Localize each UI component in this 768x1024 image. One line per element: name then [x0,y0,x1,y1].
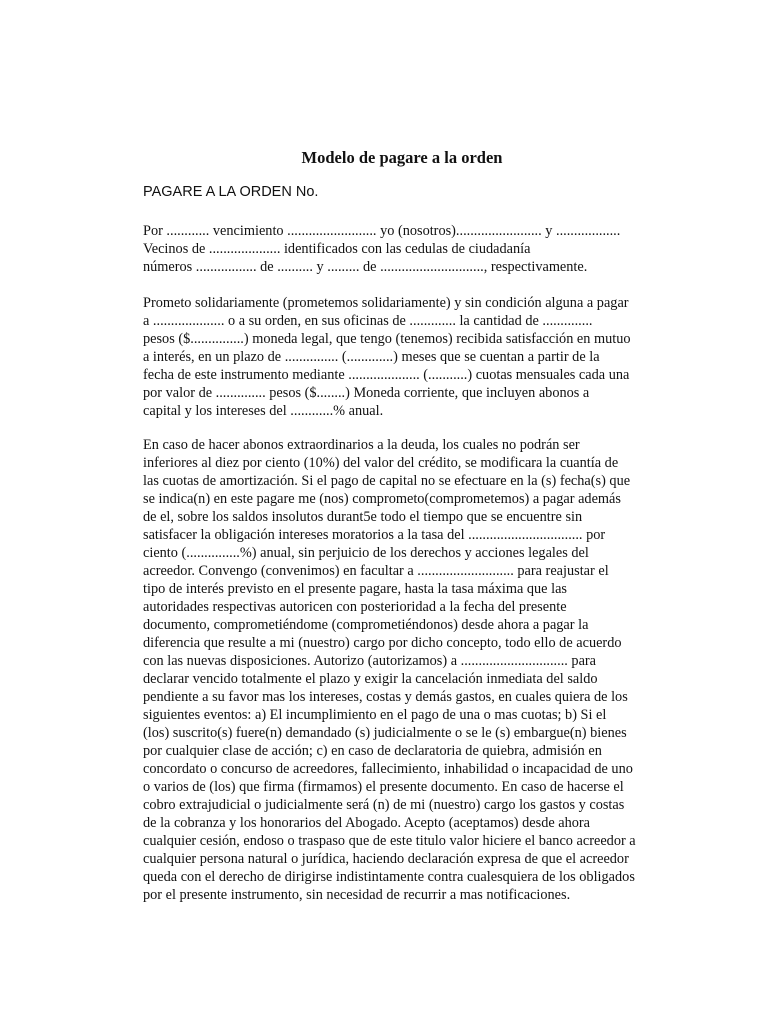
paragraph-line: fecha de este instrumento mediante .................... (...........) cuotas mensuales cada una [143,367,630,383]
paragraph-parties [143,222,620,276]
document-title: Modelo de pagare a la orden [301,148,503,167]
paragraph-line: cobro extrajudicial o judicialmente será (n) de mi (nuestro) cargo los gastos y costas [143,797,625,813]
document-heading: PAGARE A LA ORDEN No. [143,184,319,200]
paragraph-line: Por ............ vencimiento ......................... yo (nosotros)........................ y .................. [143,223,621,239]
paragraph-line: ciento (...............%) anual, sin perjuicio de los derechos y acciones legales del [143,545,589,561]
paragraph-line: queda con el derecho de dirigirse indistintamente contra cualesquiera de los obligados [143,869,635,885]
paragraph-line: cualquier cesión, endoso o traspaso que de este titulo valor hiciere el banco acreedor a [143,833,636,849]
paragraph-line: o varios de (los) que firma (firmamos) el presente documento. En caso de hacerse el [143,779,624,795]
paragraph-line: cualquier persona natural o jurídica, haciendo declaración expresa de que el acreedor [143,851,629,867]
paragraph-line: capital y los intereses del ............% anual. [143,403,384,419]
paragraph-line: Prometo solidariamente (prometemos solidariamente) y sin condición alguna a pagar [143,295,629,311]
paragraph-line: por el presente instrumento, sin necesidad de recurrir a mas notificaciones. [143,887,571,903]
paragraph-line: En caso de hacer abonos extraordinarios a la deuda, los cuales no podrán ser [143,437,580,453]
paragraph-line: con las nuevas disposiciones. Autorizo (autorizamos) a .............................. para [143,653,597,669]
paragraph-line: pesos ($...............) moneda legal, que tengo (tenemos) recibida satisfacción en mutuo [143,331,631,347]
paragraph-line: a .................... o a su orden, en sus oficinas de ............. la cantidad de .............. [143,313,593,329]
paragraph-line: por valor de .............. pesos ($........) Moneda corriente, que incluyen abonos a [143,385,590,401]
paragraph-line: números ................. de .......... y ......... de ............................., respectivamente. [143,259,588,275]
paragraph-line: concordato o concurso de acreedores, fallecimiento, inhabilidad o incapacidad de uno [143,761,633,777]
paragraph-line: a interés, en un plazo de ............... (.............) meses que se cuentan a partir de la [143,349,600,365]
paragraph-line: de la cobranza y los honorarios del Abogado. Acepto (aceptamos) desde ahora [143,815,591,831]
paragraph-line: acreedor. Convengo (convenimos) en facultar a ........................... para reajustar el [143,563,609,579]
paragraph-line: siguientes eventos: a) El incumplimiento en el pago de una o mas cuotas; b) Si el [143,707,607,723]
paragraph-promise [143,294,631,420]
paragraph-line: de el, sobre los saldos insolutos durant5e todo el tiempo que se encuentre sin [143,509,583,525]
paragraph-line: Vecinos de .................... identificados con las cedulas de ciudadanía [143,241,531,257]
paragraph-line: autoridades respectivas autoricen con posterioridad a la fecha del presente [143,599,567,615]
paragraph-line: se indica(n) en este pagare me (nos) comprometo(comprometemos) a pagar además [143,491,621,507]
paragraph-conditions [143,436,636,904]
paragraph-line: tipo de interés previsto en el presente pagare, hasta la tasa máxima que las [143,581,567,597]
paragraph-line: satisfacer la obligación intereses moratorios a la tasa del ................................ por [143,527,606,543]
paragraph-line: inferiores al diez por ciento (10%) del valor del crédito, se modificara la cuantía de [143,455,619,471]
paragraph-line: pendiente a su favor mas los intereses, costas y demás gastos, en cuales quiera de los [143,689,628,705]
paragraph-line: documento, comprometiéndome (comprometiéndonos) desde ahora a pagar la [143,617,589,633]
paragraph-line: por cualquier clase de acción; c) en caso de declaratoria de quiebra, admisión en [143,743,602,759]
paragraph-line: diferencia que resulte a mi (nuestro) cargo por dicho concepto, todo ello de acuerdo [143,635,622,651]
paragraph-line: las cuotas de amortización. Si el pago de capital no se efectuare en la (s) fecha(s) que [143,473,631,489]
paragraph-line: declarar vencido totalmente el plazo y exigir la cancelación inmediata del saldo [143,671,598,687]
paragraph-line: (los) suscrito(s) fuere(n) demandado (s) judicialmente o se le (s) embargue(n) bienes [143,725,627,741]
